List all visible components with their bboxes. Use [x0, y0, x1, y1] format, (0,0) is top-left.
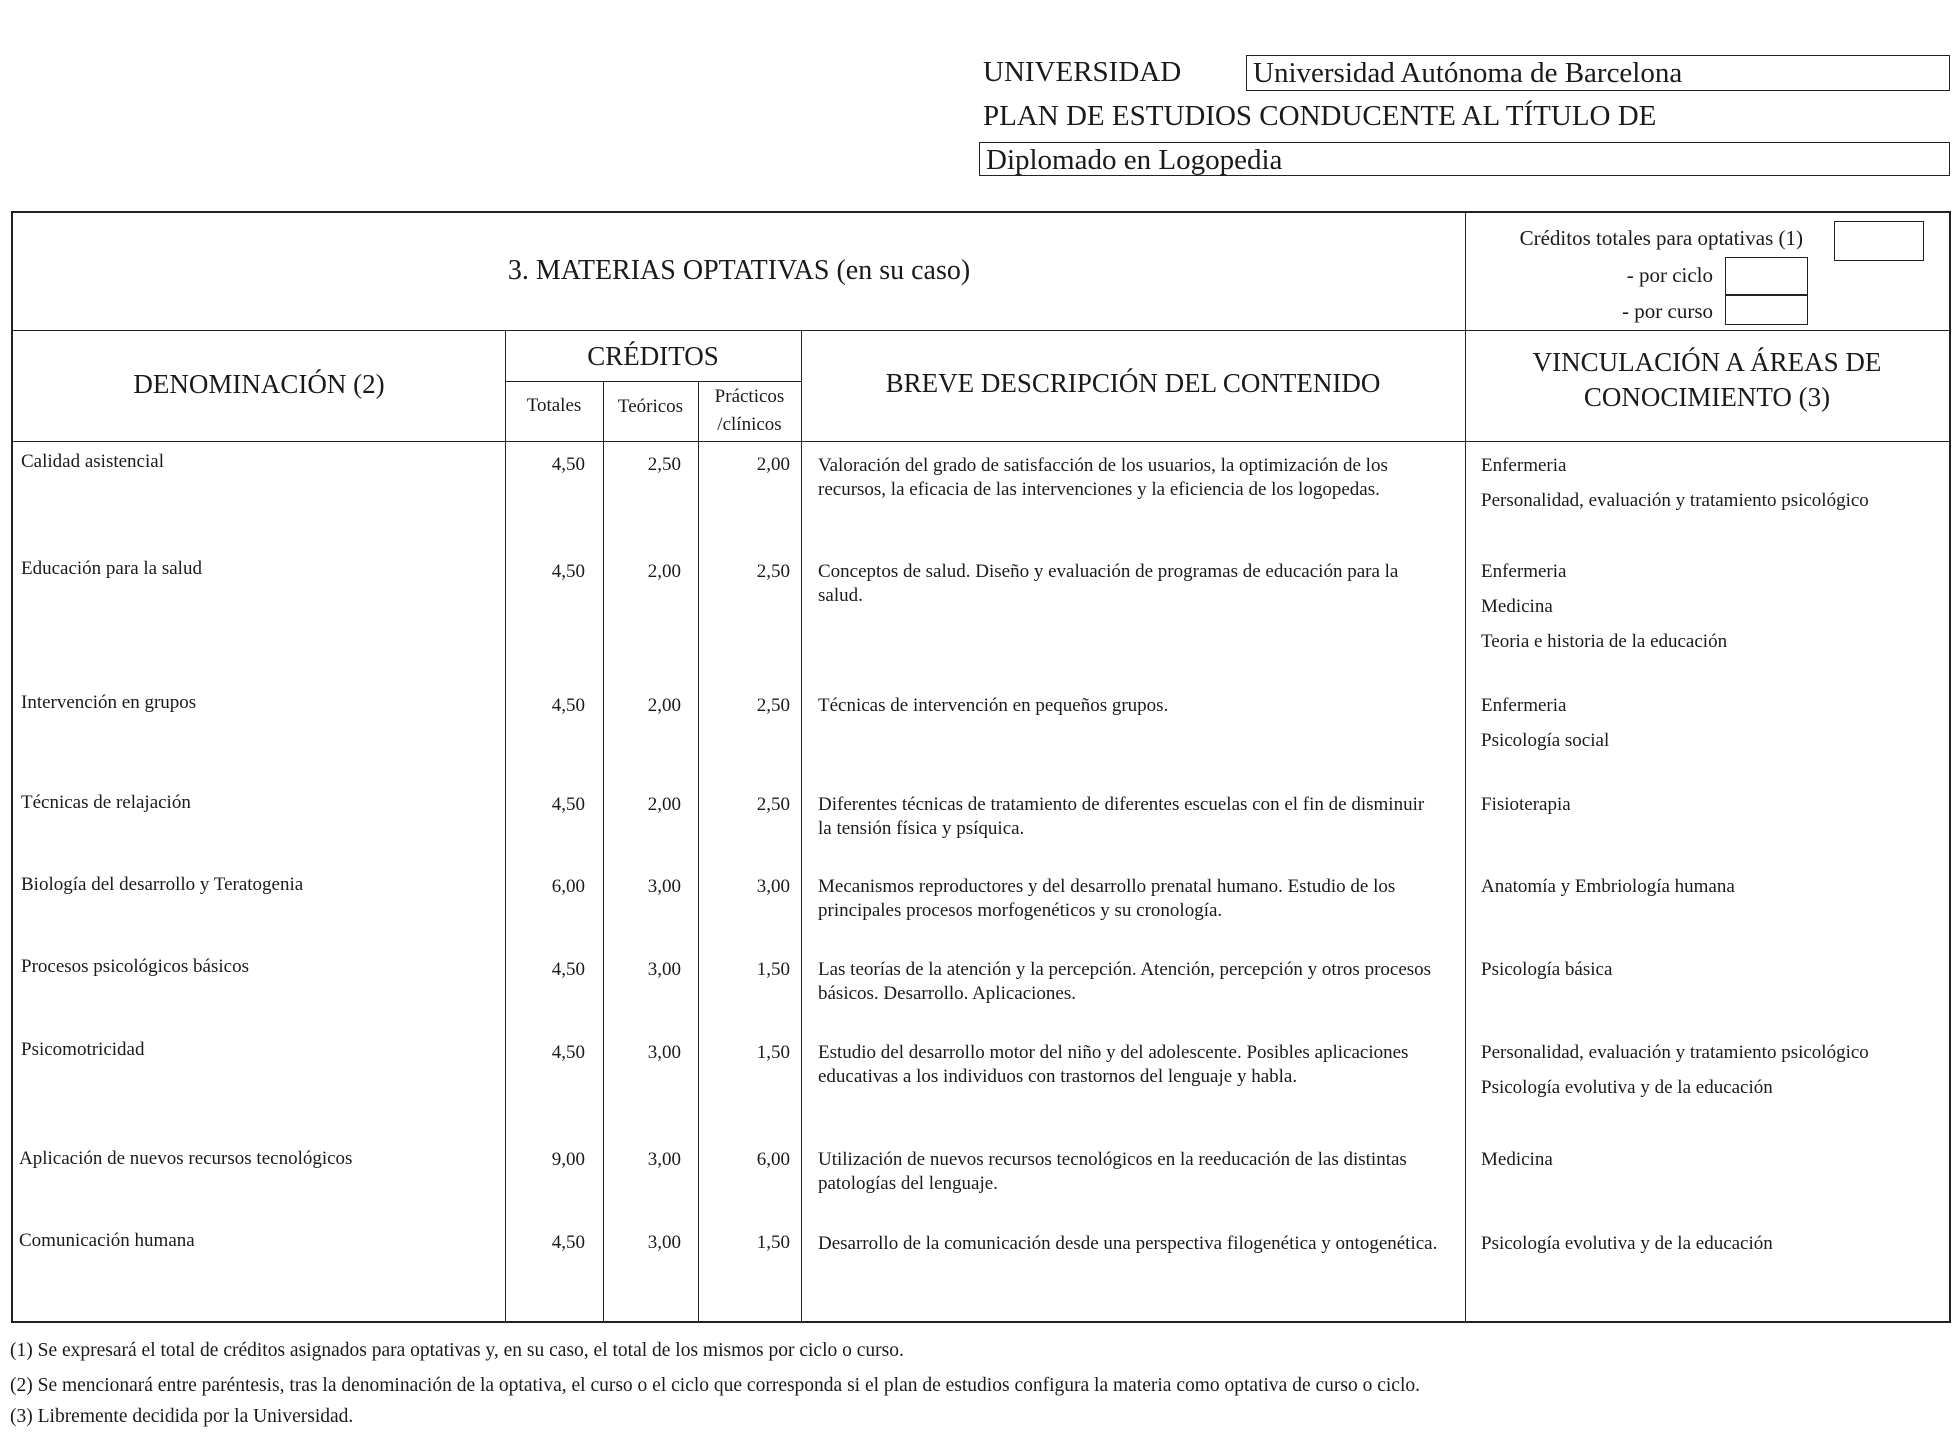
row-area: Psicología evolutiva y de la educación [1481, 1233, 1773, 1254]
row-practicos: 2,50 [756, 695, 790, 716]
creditos-totales-input[interactable] [1834, 221, 1924, 261]
row-area: Psicología social [1481, 730, 1610, 751]
por-curso-label: - por curso [1622, 299, 1713, 323]
row-areas [1481, 454, 1869, 524]
row-name: Biología del desarrollo y Teratogenia [21, 874, 304, 895]
row-area: Medicina [1481, 596, 1553, 617]
creditos-subdivider [505, 381, 801, 382]
col-divider-practicos-desc [801, 330, 802, 1321]
footnote-3: (3) Libremente decidida por la Universidad. [10, 1406, 354, 1427]
row-areas [1481, 875, 1735, 910]
row-totales: 4,50 [551, 1232, 585, 1253]
row-area: Personalidad, evaluación y tratamiento psicológico [1481, 1042, 1869, 1063]
row-teoricos: 2,00 [647, 561, 681, 582]
row-areas [1481, 958, 1612, 993]
universidad-label: UNIVERSIDAD [983, 56, 1182, 88]
row-area: Medicina [1481, 1149, 1553, 1170]
col-divider-teoricos-practicos [698, 381, 699, 1321]
row-description: Técnicas de intervención en pequeños grupos. [818, 695, 1169, 716]
row-areas [1481, 793, 1571, 828]
row-areas [1481, 1041, 1869, 1111]
row-teoricos: 3,00 [647, 959, 681, 980]
row-area: Enfermeria [1481, 455, 1567, 476]
row-practicos: 1,50 [756, 959, 790, 980]
row-area: Enfermeria [1481, 695, 1567, 716]
row-totales: 4,50 [551, 1042, 585, 1063]
row-totales: 4,50 [551, 794, 585, 815]
row-practicos: 2,50 [756, 561, 790, 582]
row-name: Psicomotricidad [21, 1039, 145, 1060]
row-area: Teoria e historia de la educación [1481, 631, 1728, 652]
universidad-value: Universidad Autónoma de Barcelona [1246, 55, 1950, 91]
creditos-totales-label: Créditos totales para optativas (1) [1519, 226, 1803, 250]
por-ciclo-label: - por ciclo [1626, 263, 1713, 287]
row-name: Intervención en grupos [21, 692, 197, 713]
row-description: Estudio del desarrollo motor del niño y del adolescente. Posibles aplicaciones educativas a los individuos con trastornos del lenguaje y habla. [818, 1042, 1409, 1087]
row-description: Diferentes técnicas de tratamiento de diferentes escuelas con el fin de disminuir la tensión física y psíquica. [818, 794, 1425, 839]
row-totales: 4,50 [551, 454, 585, 475]
col-header-vinculacion-1: VINCULACIÓN A ÁREAS DE [1532, 347, 1882, 377]
row-practicos: 2,50 [756, 794, 790, 815]
row-description: Utilización de nuevos recursos tecnológicos en la reeducación de las distintas patologías del lenguaje. [818, 1149, 1407, 1194]
row-areas [1481, 1232, 1773, 1267]
row-description: Conceptos de salud. Diseño y evaluación de programas de educación para la salud. [818, 561, 1399, 606]
row-name: Comunicación humana [19, 1230, 195, 1251]
row-description: Mecanismos reproductores y del desarrollo prenatal humano. Estudio de los principales procesos morfogenéticos y su cronología. [818, 876, 1396, 921]
col-header-descripcion: BREVE DESCRIPCIÓN DEL CONTENIDO [885, 368, 1381, 398]
section-divider [13, 330, 1949, 331]
row-practicos: 6,00 [756, 1149, 790, 1170]
row-practicos: 2,00 [756, 454, 790, 475]
row-totales: 9,00 [551, 1149, 585, 1170]
col-header-practicos: Prácticos [714, 386, 785, 407]
row-teoricos: 3,00 [647, 876, 681, 897]
row-totales: 4,50 [551, 695, 585, 716]
row-teoricos: 2,50 [647, 454, 681, 475]
row-practicos: 1,50 [756, 1042, 790, 1063]
row-description: Valoración del grado de satisfacción de los usuarios, la optimización de los recursos, la eficacia de las intervenciones y la eficiencia de los logopedas. [818, 455, 1388, 500]
col-header-creditos: CRÉDITOS [587, 341, 719, 371]
row-area: Enfermeria [1481, 561, 1567, 582]
por-curso-input[interactable] [1725, 295, 1808, 325]
row-area: Anatomía y Embriología humana [1481, 876, 1735, 897]
col-header-teoricos: Teóricos [617, 396, 684, 417]
row-totales: 6,00 [551, 876, 585, 897]
por-ciclo-input[interactable] [1725, 257, 1808, 295]
row-description: Desarrollo de la comunicación desde una perspectiva filogenética y ontogenética. [818, 1233, 1438, 1254]
row-area: Psicología evolutiva y de la educación [1481, 1077, 1773, 1098]
col-divider-name-totales [505, 330, 506, 1321]
row-description: Las teorías de la atención y la percepción. Atención, percepción y otros procesos básicos. Desarrollo. Aplicaciones. [818, 959, 1432, 1004]
col-header-totales: Totales [526, 395, 582, 416]
row-name: Educación para la salud [21, 558, 202, 579]
row-areas [1481, 560, 1727, 665]
row-totales: 4,50 [551, 959, 585, 980]
col-divider-totales-teoricos [603, 381, 604, 1321]
header-divider [13, 441, 1949, 442]
row-name: Calidad asistencial [21, 451, 164, 472]
row-teoricos: 3,00 [647, 1232, 681, 1253]
row-area: Fisioterapia [1481, 794, 1571, 815]
row-areas [1481, 694, 1609, 764]
footnote-2: (2) Se mencionará entre paréntesis, tras la denominación de la optativa, el curso o el ciclo que corresponda si el plan de estudios configura la materia como optativa de curso o ciclo. [10, 1375, 1420, 1396]
row-teoricos: 2,00 [647, 695, 681, 716]
row-name: Aplicación de nuevos recursos tecnológicos [19, 1148, 353, 1169]
row-area: Personalidad, evaluación y tratamiento psicológico [1481, 490, 1869, 511]
col-header-denominacion: DENOMINACIÓN (2) [133, 369, 385, 399]
col-divider-desc-areas [1465, 213, 1466, 1321]
row-totales: 4,50 [551, 561, 585, 582]
row-name: Procesos psicológicos básicos [21, 956, 249, 977]
footnote-1: (1) Se expresará el total de créditos asignados para optativas y, en su caso, el total de los mismos por ciclo o curso. [10, 1340, 904, 1361]
titulo-value: Diplomado en Logopedia [979, 142, 1950, 176]
plan-label: PLAN DE ESTUDIOS CONDUCENTE AL TÍTULO DE [983, 100, 1657, 132]
optativas-table [11, 211, 1951, 1323]
col-header-vinculacion-2: CONOCIMIENTO (3) [1583, 382, 1831, 412]
section-title: 3. MATERIAS OPTATIVAS (en su caso) [507, 255, 971, 286]
row-teoricos: 3,00 [647, 1042, 681, 1063]
row-practicos: 1,50 [756, 1232, 790, 1253]
row-name: Técnicas de relajación [21, 792, 191, 813]
row-practicos: 3,00 [756, 876, 790, 897]
row-areas [1481, 1148, 1553, 1183]
row-teoricos: 2,00 [647, 794, 681, 815]
row-teoricos: 3,00 [647, 1149, 681, 1170]
row-area: Psicología básica [1481, 959, 1613, 980]
col-header-clinicos: /clínicos [717, 414, 782, 435]
